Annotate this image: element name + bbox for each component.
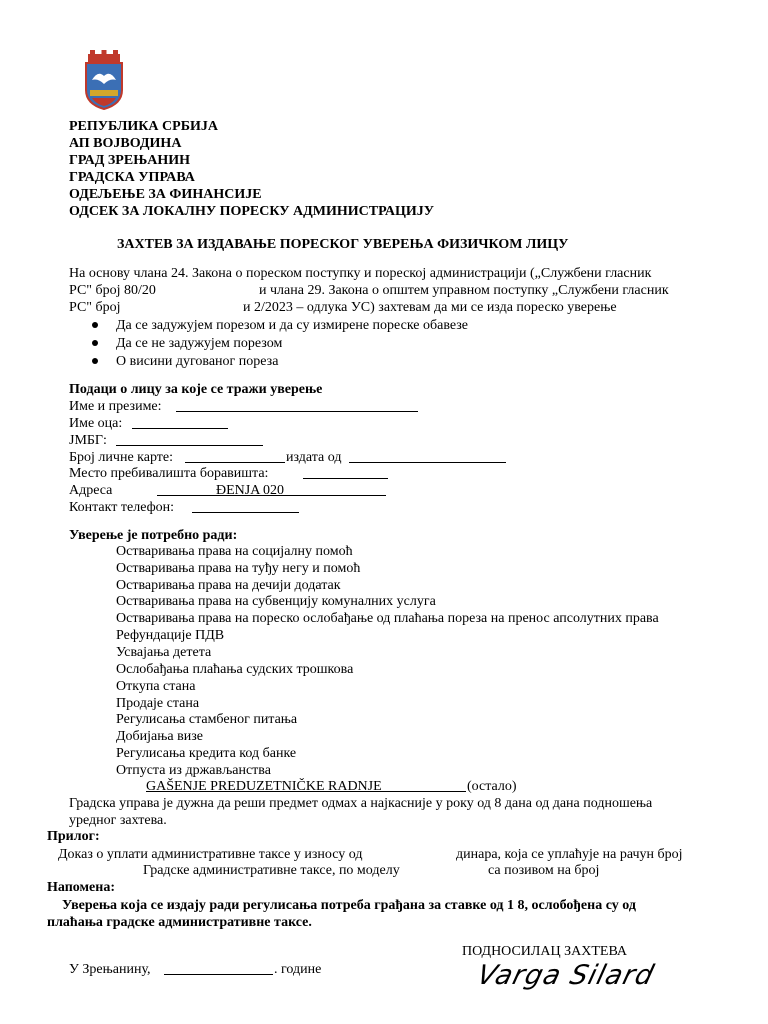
phone-label: Контакт телефон: [69, 500, 175, 515]
address-label: Адреса [69, 483, 113, 498]
intro-line-1: На основу члана 24. Закона о пореском поступку и пореској администрацији („Службени гласник [69, 266, 652, 281]
other-purpose-suffix: (остало) [467, 779, 517, 794]
deadline-line-2: уредног захтева. [69, 813, 167, 828]
person-heading: Подаци о лицу за које се тражи уверење [69, 382, 323, 397]
purpose-item: Остваривања права на субвенцију комуналних услуга [116, 594, 436, 609]
note-heading: Напомена: [47, 880, 115, 895]
phone-field[interactable] [192, 500, 299, 513]
note-line-2: плаћања градске административне таксе. [47, 915, 312, 930]
purpose-item: Ослобађања плаћања судских трошкова [116, 662, 354, 677]
purpose-item: Регулисања стамбеног питања [116, 712, 298, 727]
purpose-item: Остваривања права на туђу негу и помоћ [116, 561, 361, 576]
intro-line-2a: РС" број 80/20 [69, 283, 156, 298]
attachment-line-2a: Градске административне таксе, по моделу [143, 863, 400, 878]
purpose-item: Отпуста из држављанства [116, 763, 271, 778]
father-label: Име оца: [69, 416, 123, 431]
attachment-line-2b: са позивом на број [488, 863, 600, 878]
id-card-field[interactable] [185, 450, 285, 463]
jmbg-field[interactable] [116, 433, 263, 446]
residence-field[interactable] [303, 466, 388, 479]
bullet-icon [92, 358, 98, 364]
header-republic: РЕПУБЛИКА СРБИЈА [69, 119, 218, 134]
intro-line-3b: и 2/2023 – одлука УС) захтевам да ми се изда пореско уверење [243, 300, 617, 315]
bullet-icon [92, 322, 98, 328]
intro-line-2b: и члана 29. Закона о општем управном поступку „Службени гласник [259, 283, 669, 298]
issued-by-label: издата од [286, 450, 342, 465]
deadline-line-1: Градска управа је дужна да реши предмет одмах а најкасније у року од 8 дана од дана подношења [69, 796, 653, 811]
name-field[interactable] [176, 399, 418, 412]
id-card-label: Број личне карте: [69, 450, 173, 465]
jmbg-label: ЈМБГ: [69, 433, 107, 448]
purpose-heading: Уверење је потребно ради: [69, 528, 238, 543]
attachment-line-1a: Доказ о уплати административне таксе у износу од [58, 847, 363, 862]
purpose-item: Остваривања права на социјалну помоћ [116, 544, 353, 559]
header-section: ОДСЕК ЗА ЛОКАЛНУ ПОРЕСКУ АДМИНИСТРАЦИЈУ [69, 204, 435, 219]
attachment-line-1b: динара, која се уплаћује на рачун број [456, 847, 683, 862]
option-item: Да се не задужујем порезом [116, 336, 283, 351]
note-line-1: Уверења која се издају ради регулисања потреба грађана за ставке од 1 8, ослобођена су од [62, 898, 636, 913]
date-field[interactable] [164, 962, 273, 975]
header-city: ГРАД ЗРЕЊАНИН [69, 153, 190, 168]
applicant-label: ПОДНОСИЛАЦ ЗАХТЕВА [462, 944, 628, 959]
purpose-item: Усвајања детета [116, 645, 212, 660]
father-name-field[interactable] [132, 416, 228, 429]
document-title: ЗАХТЕВ ЗА ИЗДАВАЊЕ ПОРЕСКОГ УВЕРЕЊА ФИЗИЧКОМ ЛИЦУ [117, 237, 569, 252]
purpose-item: Остваривања права на дечији додатак [116, 578, 341, 593]
other-purpose-value: GAŠENJE PREDUZETNIČKE RADNJE [146, 779, 382, 794]
residence-label: Место пребивалишта боравишта: [69, 466, 269, 481]
intro-line-3a: РС" број [69, 300, 121, 315]
city-coat-of-arms-icon [82, 50, 126, 110]
purpose-item: Добијања визе [116, 729, 203, 744]
address-value: ĐENJA 020 [216, 483, 285, 498]
name-label: Име и презиме: [69, 399, 162, 414]
applicant-signature: Varga Silard [474, 960, 658, 991]
purpose-item: Рефундације ПДВ [116, 628, 225, 643]
header-department: ОДЕЉЕЊЕ ЗА ФИНАНСИЈЕ [69, 187, 262, 202]
purpose-item: Откупа стана [116, 679, 196, 694]
header-administration: ГРАДСКА УПРАВА [69, 170, 195, 185]
attachment-heading: Прилог: [47, 829, 100, 844]
purpose-item: Регулисања кредита код банке [116, 746, 297, 761]
purpose-item: Продаје стана [116, 696, 200, 711]
place-prefix: У Зрењанину, [69, 962, 151, 977]
option-item: Да се задужујем порезом и да су измирене пореске обавезе [116, 318, 468, 333]
place-suffix: . године [274, 962, 322, 977]
header-province: АП ВОЈВОДИНА [69, 136, 182, 151]
bullet-icon [92, 340, 98, 346]
issued-by-field[interactable] [349, 450, 506, 463]
purpose-item: Остваривања права на пореско ослобађање од плаћања пореза на пренос апсолутних права [116, 611, 659, 626]
option-item: О висини дугованог пореза [116, 354, 279, 369]
